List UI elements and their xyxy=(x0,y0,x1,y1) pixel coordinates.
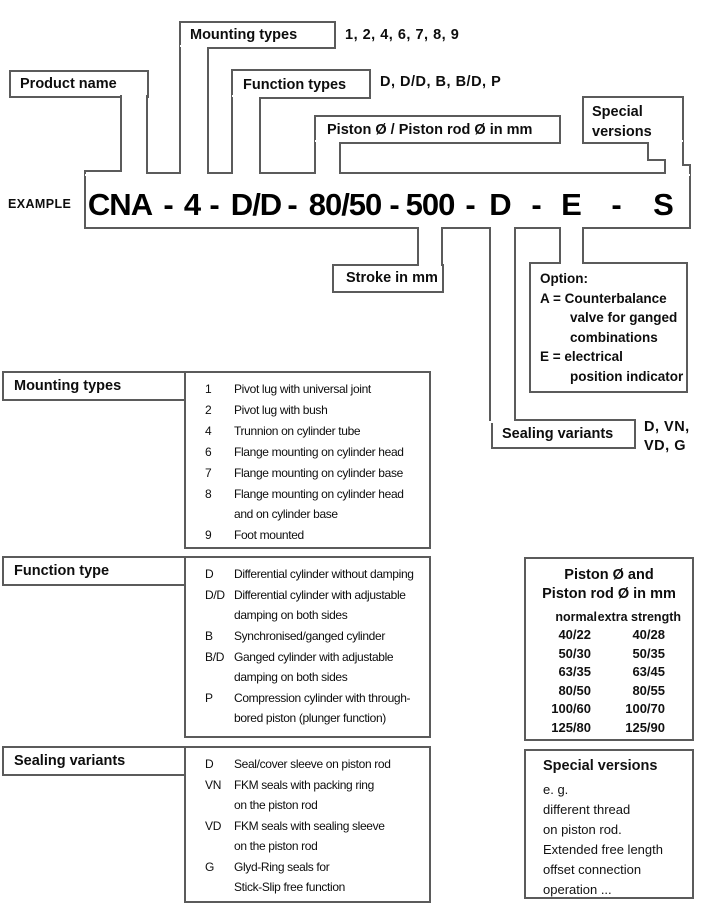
row-code: 2 xyxy=(205,403,212,417)
table-row xyxy=(205,400,426,420)
piston-table-headers xyxy=(525,610,693,624)
row-code: 4 xyxy=(205,424,212,438)
special-versions-line: offset connection xyxy=(543,862,642,877)
piston-normal-value: 125/80 xyxy=(551,719,591,735)
code-part: 4 xyxy=(183,187,201,222)
example-label: EXAMPLE xyxy=(8,197,72,211)
piston-table-title-line1: Piston Ø and xyxy=(564,567,654,583)
row-code: B xyxy=(205,629,213,643)
row-description: Synchronised/ganged cylinder xyxy=(234,629,385,643)
sealing-values-line2: VD, G xyxy=(644,438,686,454)
row-code: VN xyxy=(205,778,222,792)
special-versions-panel xyxy=(543,758,688,900)
row-code: G xyxy=(205,860,215,874)
code-part: - xyxy=(465,187,475,222)
piston-diameter-table xyxy=(525,558,693,740)
piston-row xyxy=(525,682,693,701)
piston-extra-value: 50/35 xyxy=(632,645,665,661)
piston-row xyxy=(525,645,693,664)
function-values: D, D/D, B, B/D, P xyxy=(380,74,502,90)
function-types-label: Function types xyxy=(243,77,347,93)
stroke-label: Stroke in mm xyxy=(346,270,438,286)
row-description: FKM seals with sealing sleeve on the piston rod xyxy=(234,819,385,853)
code-part: 80/50 xyxy=(308,187,382,222)
code-part: - xyxy=(209,187,219,222)
piston-normal-value: 50/30 xyxy=(558,645,591,661)
table-row xyxy=(205,775,426,815)
mounting-values: 1, 2, 4, 6, 7, 8, 9 xyxy=(345,27,460,43)
code-part: - xyxy=(389,187,399,222)
row-code: VD xyxy=(205,819,222,833)
row-code: B/D xyxy=(205,650,225,664)
mounting-table-title: Mounting types xyxy=(14,378,122,394)
table-row xyxy=(205,379,426,399)
piston-extra-value: 100/70 xyxy=(625,701,665,716)
row-description: Foot mounted xyxy=(234,528,304,542)
function-table-title: Function type xyxy=(14,563,110,579)
special-versions-callout xyxy=(592,102,652,142)
option-line: combinations xyxy=(570,329,658,345)
special-versions-title: Special versions xyxy=(543,758,658,774)
function-table xyxy=(185,557,430,737)
row-description: Ganged cylinder with adjustable damping on both sides xyxy=(234,650,394,684)
piston-col1-header: normal xyxy=(555,610,597,624)
piston-extra-value: 125/90 xyxy=(625,719,665,735)
piston-normal-value: 100/60 xyxy=(551,701,591,716)
row-code: 6 xyxy=(205,445,212,459)
row-code: D xyxy=(205,567,214,581)
option-line: valve for ganged xyxy=(570,310,678,325)
row-code: 1 xyxy=(205,382,212,396)
row-description: Pivot lug with bush xyxy=(234,403,328,417)
sealing-variants-label: Sealing variants xyxy=(502,426,614,442)
special-versions-line: different thread xyxy=(543,802,631,817)
table-row xyxy=(205,647,426,687)
table-row xyxy=(205,442,426,462)
piston-normal-value: 40/22 xyxy=(558,627,591,642)
row-description: Glyd-Ring seals for Stick-Slip free function xyxy=(234,860,345,894)
special-versions-line: e. g. xyxy=(543,782,569,797)
code-part: - xyxy=(287,187,297,222)
special-versions-callout-line1: Special xyxy=(592,104,643,120)
row-code: P xyxy=(205,691,213,705)
special-versions-line: operation ... xyxy=(543,882,612,897)
code-part: CNA xyxy=(87,187,153,222)
option-line: position indicator xyxy=(570,368,684,384)
product-name-connector xyxy=(85,95,121,174)
row-description: Differential cylinder without damping xyxy=(234,567,414,581)
table-row xyxy=(205,857,426,897)
table-row xyxy=(205,421,426,441)
table-row xyxy=(205,816,426,856)
piston-table-rows xyxy=(525,626,693,737)
table-row xyxy=(205,626,426,646)
option-line: E = electrical xyxy=(540,349,623,364)
row-code: 7 xyxy=(205,466,212,480)
table-row xyxy=(205,688,426,728)
piston-extra-value: 80/55 xyxy=(632,682,665,698)
table-row xyxy=(205,525,426,545)
row-description: Trunnion on cylinder tube xyxy=(234,424,361,438)
piston-normal-value: 63/35 xyxy=(558,664,591,679)
code-part: - xyxy=(611,187,621,222)
code-part: - xyxy=(531,187,541,222)
piston-row xyxy=(525,700,693,719)
piston-normal-value: 80/50 xyxy=(558,682,591,698)
code-part: E xyxy=(561,187,581,222)
mounting-types-label: Mounting types xyxy=(190,27,298,43)
code-part: D xyxy=(489,187,511,222)
piston-row xyxy=(525,626,693,645)
row-code: D/D xyxy=(205,588,225,602)
row-description: Flange mounting on cylinder head xyxy=(234,445,404,459)
table-row xyxy=(205,484,426,524)
product-name-label: Product name xyxy=(20,76,117,92)
sealing-table xyxy=(185,747,430,902)
option-line: A = Counterbalance xyxy=(540,290,667,306)
row-code: 9 xyxy=(205,528,212,542)
row-description: Pivot lug with universal joint xyxy=(234,382,371,396)
table-row xyxy=(205,564,426,584)
piston-extra-value: 63/45 xyxy=(632,664,665,679)
piston-col2-header: extra strength xyxy=(597,610,681,624)
row-description: Flange mounting on cylinder head and on cylinder base xyxy=(234,487,404,521)
example-code xyxy=(0,187,705,227)
piston-label: Piston Ø / Piston rod Ø in mm xyxy=(327,122,533,138)
row-description: Seal/cover sleeve on piston rod xyxy=(234,757,391,771)
table-row xyxy=(205,585,426,625)
row-code: 8 xyxy=(205,487,212,501)
row-description: Differential cylinder with adjustable damping on both sides xyxy=(234,588,406,622)
sealing-table-title: Sealing variants xyxy=(14,753,126,769)
piston-row xyxy=(525,663,693,682)
special-versions-line: Extended free length xyxy=(543,842,663,857)
special-versions-line: on piston rod. xyxy=(543,822,622,837)
row-code: D xyxy=(205,757,214,771)
sealing-values xyxy=(644,418,690,456)
piston-table-title-line2: Piston rod Ø in mm xyxy=(542,586,676,602)
table-row xyxy=(205,463,426,483)
piston-row xyxy=(525,719,693,738)
code-part: D/D xyxy=(230,187,282,222)
row-description: Compression cylinder with through- bored piston (plunger function) xyxy=(234,691,411,725)
special-versions-callout-line2: versions xyxy=(592,124,652,140)
table-row xyxy=(205,754,426,774)
mounting-table xyxy=(185,372,430,548)
code-part: 500 xyxy=(405,187,455,222)
option-list xyxy=(540,269,683,386)
sealing-values-line1: D, VN, xyxy=(644,419,690,435)
special-versions-lines xyxy=(543,780,688,900)
code-part: S xyxy=(653,187,673,222)
row-description: Flange mounting on cylinder base xyxy=(234,466,403,480)
code-part: - xyxy=(163,187,173,222)
row-description: FKM seals with packing ring on the piston rod xyxy=(234,778,374,812)
option-line: Option: xyxy=(540,271,588,286)
piston-extra-value: 40/28 xyxy=(632,627,665,642)
